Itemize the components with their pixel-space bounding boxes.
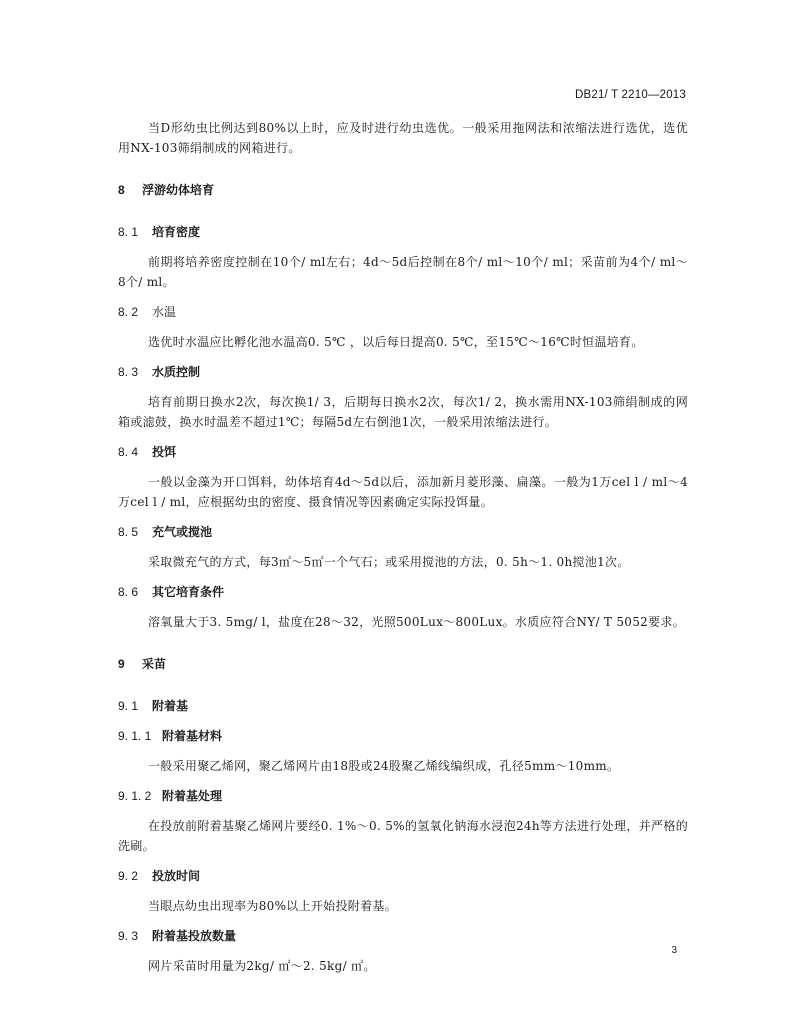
section-9-1-1-heading — [118, 726, 688, 746]
section-number: 8. 2 — [118, 305, 139, 319]
section-number: 9 — [118, 657, 125, 671]
section-8-2-heading — [118, 302, 688, 322]
section-title: 其它培育条件 — [152, 585, 225, 599]
section-number: 9. 3 — [118, 929, 139, 943]
section-title: 附着基投放数量 — [152, 929, 237, 943]
section-title: 采苗 — [142, 657, 167, 671]
section-8-5-heading — [118, 522, 688, 542]
section-8-3-text: 培育前期日换水2次，每次换1/ 3，后期每日换水2次，每次1/ 2，换水需用NX-103筛绢制成的网箱或滤鼓，换水时温差不超过1℃；每隔5d左右倒池1次，一般采用浓缩法进行。 — [118, 395, 688, 429]
section-number: 8. 5 — [118, 525, 139, 539]
section-9-2-text: 当眼点幼虫出现率为80%以上开始投附着基。 — [148, 899, 397, 913]
intro-paragraph: 当D形幼虫比例达到80%以上时，应及时进行幼虫选优。一般采用拖网法和浓缩法进行选优，选优用NX-103筛绢制成的网箱进行。 — [118, 121, 688, 155]
section-8-4-heading — [118, 442, 688, 462]
section-9-heading — [118, 654, 688, 674]
section-number: 9. 1. 1 — [118, 729, 152, 743]
section-number: 8. 1 — [118, 225, 139, 239]
section-title: 附着基处理 — [162, 789, 223, 803]
section-9-1-2-text: 在投放前附着基聚乙烯网片要经0. 1%～0. 5%的氢氧化钠海水浸泡24h等方法进行处理，并严格的洗刷。 — [118, 819, 688, 853]
section-title: 水温 — [152, 305, 177, 319]
section-8-3-heading — [118, 362, 688, 382]
section-9-1-heading — [118, 696, 688, 716]
section-9-2-heading — [118, 866, 688, 886]
section-8-4-text: 一般以金藻为开口饵料，幼体培育4d～5d以后，添加新月菱形藻、扁藻。一般为1万cel l / ml～4万cel l / ml，应根据幼虫的密度、摄食情况等因素确定实际投饵量。 — [118, 475, 688, 509]
page-number: 3 — [671, 945, 677, 956]
section-8-1-text: 前期将培养密度控制在10个/ ml左右；4d～5d后控制在8个/ ml～10个/ ml；采苗前为4个/ ml～8个/ ml。 — [118, 255, 688, 289]
section-8-6-text: 溶氧量大于3. 5mg/ l，盐度在28～32，光照500Lux～800Lux。水质应符合NY/ T 5052要求。 — [148, 615, 685, 629]
page-content — [118, 118, 688, 976]
section-8-heading — [118, 180, 688, 200]
section-9-3-text: 网片采苗时用量为2kg/ ㎡～2. 5kg/ ㎡。 — [148, 959, 376, 973]
section-title: 浮游幼体培育 — [142, 183, 215, 197]
section-number: 8. 4 — [118, 445, 139, 459]
section-number: 8 — [118, 183, 125, 197]
section-8-1-heading — [118, 222, 688, 242]
section-number: 8. 3 — [118, 365, 139, 379]
section-title: 附着基材料 — [162, 729, 223, 743]
section-title: 投饵 — [152, 445, 177, 459]
section-title: 附着基 — [152, 699, 189, 713]
section-title: 充气或搅池 — [152, 525, 213, 539]
section-9-3-heading — [118, 926, 688, 946]
section-number: 9. 1 — [118, 699, 139, 713]
section-number: 9. 1. 2 — [118, 789, 152, 803]
section-number: 8. 6 — [118, 585, 139, 599]
section-title: 水质控制 — [152, 365, 201, 379]
section-title: 投放时间 — [152, 869, 201, 883]
section-9-1-1-text: 一般采用聚乙烯网，聚乙烯网片由18股或24股聚乙烯线编织成，孔径5mm～10mm。 — [148, 759, 620, 773]
standard-code: DB21/ T 2210—2013 — [574, 89, 686, 101]
section-8-5-text: 采取微充气的方式，每3㎡～5㎡一个气石；或采用搅池的方法，0. 5h～1. 0h搅池1次。 — [148, 555, 630, 569]
section-8-6-heading — [118, 582, 688, 602]
section-number: 9. 2 — [118, 869, 139, 883]
section-8-2-text: 选优时水温应比孵化池水温高0. 5℃ ，以后每日提高0. 5℃，至15℃～16℃时恒温培育。 — [148, 335, 644, 349]
section-9-1-2-heading — [118, 786, 688, 806]
section-title: 培育密度 — [152, 225, 201, 239]
